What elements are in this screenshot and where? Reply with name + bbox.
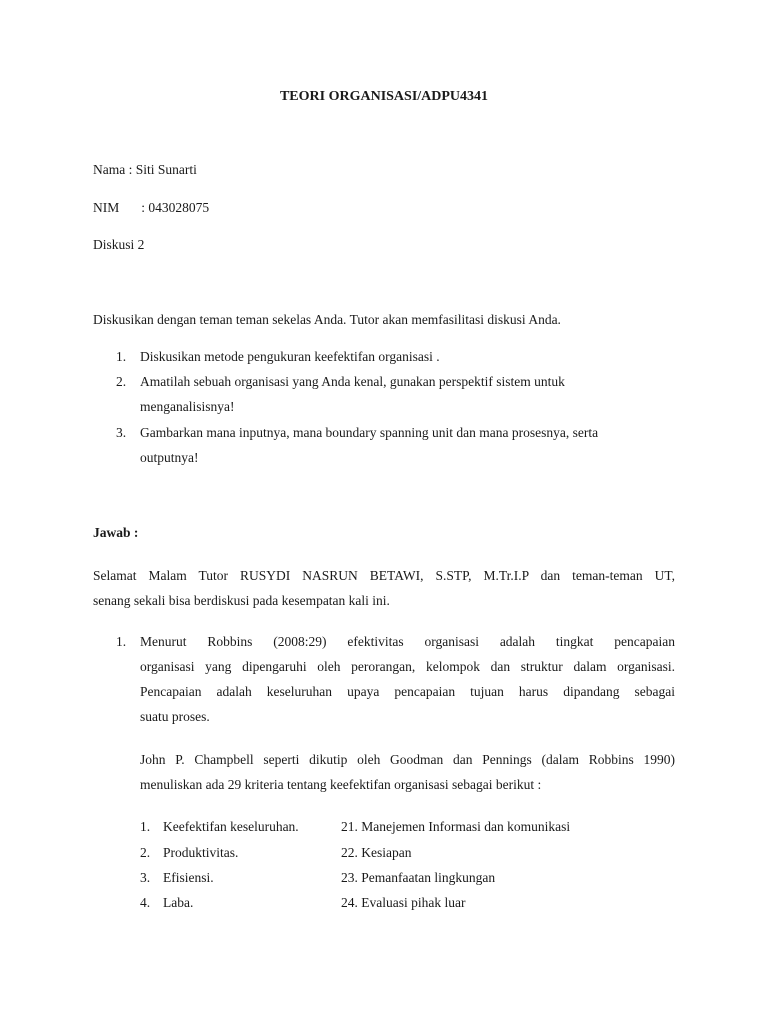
document-page: TEORI ORGANISASI/ADPU4341 Nama : Siti Sunarti NIM : 043028075 Diskusi 2 Diskusikan dengan teman teman sekelas Anda. Tutor akan memfasilitasi diskusi Anda. 1. Diskusikan metode pengukuran keefektifan organisasi . 2. Amatilah sebuah organisasi yang Anda kenal, gunakan perspektif sistem untuk menganalisisnya! 3. Gambarkan mana inputnya, mana boundary spanning unit dan mana prosesnya, serta outputnya! Jawab : Selamat Malam Tutor RUSYDI NASRUN BETAWI, S.STP, M.Tr.I.P dan teman-teman UT, senang sekali bisa berdiskusi pada kesempatan kali ini. 1. Menurut Robbins (2008:29) efektivitas organisasi adalah tingkat pencapaian organisasi yang dipengaruhi oleh perorangan, kelompok dan struktur dalam organisasi. Pencapaian adalah keseluruhan upaya pencapaian tujuan harus dipandang sebagai suatu proses. John P. Champbell seperti dikutip oleh Goodman dan Pennings (dalam Robbins 1990) menuliskan ada 29 kriteria tentang keefektifan organisasi sebagai berikut : 1. Keefektifan keseluruhan. 21. Manejemen Informasi dan komunikasi 2. Produktivitas. 22. Kesiapan 3. Efisiensi. 23. Pemanfaatan lingkungan 4. Laba. 24. Evaluasi pihak luar (0, 0, 768, 1024)
nim-line (93, 200, 209, 216)
answer-heading: Jawab : (93, 525, 139, 540)
answer-paragraph-1: Menurut Robbins (2008:29) efektivitas organisasi adalah tingkat pencapaian organisasi yang dipengaruhi oleh perorangan, kelompok dan struktur dalam organisasi. Pencapaian adalah keseluruhan upaya pencapaian tujuan harus dipandang sebagai suatu proses. (140, 634, 675, 724)
greeting-paragraph: Selamat Malam Tutor RUSYDI NASRUN BETAWI, S.STP, M.Tr.I.P dan teman-teman UT, senang sekali bisa berdiskusi pada kesempatan kali ini. (93, 568, 675, 608)
document-title: TEORI ORGANISASI/ADPU4341 (279, 89, 489, 104)
diskusi-label: Diskusi 2 (93, 237, 145, 252)
instruction-text: Diskusikan dengan teman teman sekelas Anda. Tutor akan memfasilitasi diskusi Anda. (93, 312, 561, 327)
nim-label: NIM (93, 200, 120, 215)
name-line: Nama : Siti Sunarti (93, 162, 197, 177)
answer-number: 1. (116, 634, 127, 649)
answer-paragraph-2: John P. Champbell seperti dikutip oleh Goodman dan Pennings (dalam Robbins 1990) menuliskan ada 29 kriteria tentang keefektifan organisasi sebagai berikut : (140, 752, 675, 792)
nim-value: : 043028075 (141, 200, 210, 215)
